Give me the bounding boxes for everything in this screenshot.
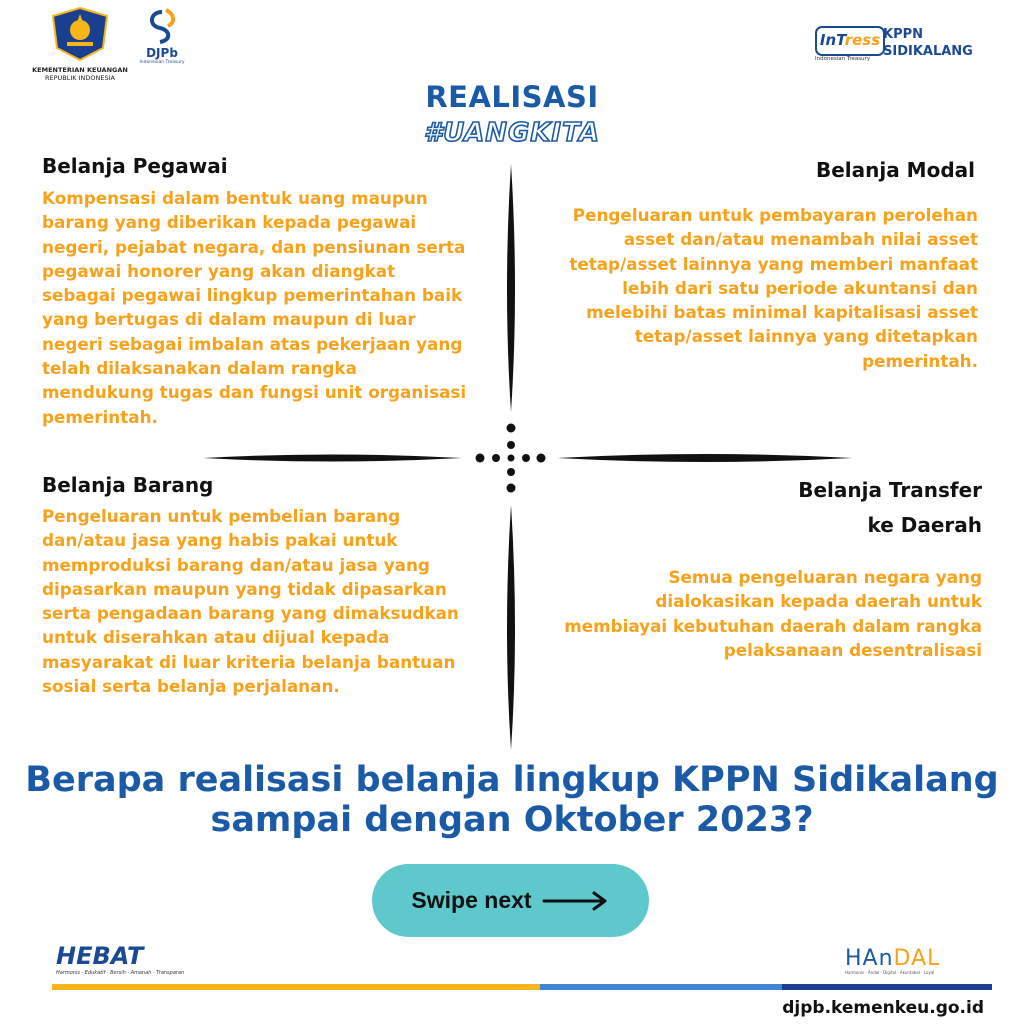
description-line: lebih dari satu periode akuntansi dan	[622, 277, 978, 298]
footer-bar-yellow	[52, 984, 540, 990]
belanja-barang-title: Belanja Barang	[42, 473, 214, 497]
description-line: tetap/asset lainnya yang memberi manfaat	[569, 253, 978, 274]
divider-dot	[537, 454, 546, 463]
hashtag-title: #UANGKITA	[424, 118, 600, 148]
description-line: dan/atau jasa yang habis pakai untuk	[42, 530, 398, 551]
divider-dot	[508, 455, 515, 462]
divider-dot	[492, 454, 500, 462]
description-line: membiayai kebutuhan daerah dalam rangka	[564, 615, 982, 636]
description-line: Kompensasi dalam bentuk uang maupun	[42, 188, 428, 208]
belanja-modal-description	[530, 203, 978, 373]
question-headline	[20, 760, 1004, 840]
question-line1: Berapa realisasi belanja lingkup KPPN Sidikalang	[25, 760, 999, 800]
description-line: melebihi batas minimal kapitalisasi asset	[586, 302, 978, 323]
handal-word-b: DAL	[893, 946, 941, 971]
description-line: tetap/asset lainnya yang ditetapkan	[634, 326, 978, 347]
belanja-transfer-title-line1: Belanja Transfer	[798, 478, 982, 502]
intress-word-b: ress	[844, 31, 881, 49]
description-line: sebagai pegawai lingkup pemerintahan baik	[42, 285, 463, 306]
divider-dot	[507, 441, 515, 449]
description-line: Pengeluaran untuk pembelian barang	[42, 506, 401, 526]
description-line: dipasarkan maupun yang tidak dipasarkan	[42, 578, 447, 599]
description-line: masyarakat di luar kriteria belanja bantuan	[42, 651, 456, 672]
website-url: djpb.kemenkeu.go.id	[782, 998, 984, 1018]
footer-bar-dark-blue	[782, 984, 992, 990]
divider-dot	[507, 484, 516, 493]
description-line: mendukung tugas dan fungsi unit organisasi	[42, 382, 467, 403]
handal-logo	[845, 948, 995, 978]
footer-bar-light-blue	[540, 984, 782, 990]
divider-dot	[507, 468, 515, 476]
divider-dot	[476, 454, 485, 463]
hebat-tagline: Harmonis · Edukatif · Bersih · Amanah · Transparan	[56, 970, 185, 976]
description-line: pemerintah.	[862, 350, 978, 371]
description-line: pelaksanaan desentralisasi	[723, 639, 982, 660]
arrow-right-icon	[542, 891, 610, 911]
description-line: serta pengadaan barang yang dimaksudkan	[42, 603, 459, 624]
description-line: memproduksi barang dan/atau jasa yang	[42, 554, 430, 575]
description-line: Semua pengeluaran negara yang	[668, 567, 982, 587]
handal-tagline: Harmonis · Andal · Digital · Akuntabel · Loyal	[845, 970, 935, 975]
kppn-line1: KPPN	[883, 27, 924, 42]
belanja-modal-title: Belanja Modal	[815, 158, 975, 182]
description-line: asset dan/atau menambah nilai asset	[623, 229, 978, 250]
description-line: Pengeluaran untuk pembayaran perolehan	[572, 205, 978, 225]
intress-tagline: Indonesian Treasury	[815, 56, 871, 62]
belanja-pegawai-title: Belanja Pegawai	[42, 154, 228, 178]
divider-top-spike	[507, 164, 515, 412]
ministry-sub-line: REPUBLIK INDONESIA	[45, 74, 115, 82]
description-line: sosial serta belanja perjalanan.	[42, 676, 340, 697]
divider-dot	[522, 454, 530, 462]
ministry-name-line: KEMENTERIAN KEUANGAN	[32, 66, 128, 74]
belanja-transfer-description	[530, 565, 982, 662]
hebat-wordmark: HEBAT	[56, 942, 144, 970]
description-line: yang bertugas di dalam maupun di luar	[42, 309, 416, 330]
djpb-name: DJPb	[146, 46, 178, 60]
divider-bottom-spike	[507, 505, 515, 750]
question-line2: sampai dengan Oktober 2023?	[210, 800, 814, 840]
hebat-logo	[56, 942, 196, 982]
divider-dot	[507, 424, 516, 433]
description-line: pegawai honorer yang akan diangkat	[42, 260, 396, 281]
kppn-line2: SIDIKALANG	[883, 44, 973, 59]
belanja-pegawai-description	[42, 186, 502, 429]
handal-word-a: HAn	[845, 946, 894, 971]
page-title: REALISASI	[425, 80, 599, 114]
swipe-next-label: Swipe next	[411, 887, 532, 913]
description-line: untuk diserahkan atau dijual kepada	[42, 627, 390, 648]
description-line: barang yang diberikan kepada pegawai	[42, 212, 417, 233]
djpb-sub: Indonesian Treasury	[139, 60, 185, 65]
swipe-next-button[interactable]	[372, 864, 649, 937]
belanja-transfer-title	[600, 473, 982, 543]
divider-right-spike	[557, 454, 852, 462]
description-line: pemerintah.	[42, 406, 158, 427]
handal-wordmark	[845, 948, 995, 970]
belanja-barang-description	[42, 504, 502, 698]
description-line: negeri, pejabat negara, dan pensiunan serta	[42, 236, 466, 257]
description-line: telah dilaksanakan dalam rangka	[42, 358, 357, 379]
belanja-transfer-title-line2: ke Daerah	[867, 513, 982, 537]
description-line: dialokasikan kepada daerah untuk	[655, 591, 982, 612]
intress-word-a: InT	[819, 31, 845, 49]
description-line: negeri sebagai imbalan atas pekerjaan yang	[42, 333, 463, 354]
divider-left-spike	[203, 455, 462, 462]
